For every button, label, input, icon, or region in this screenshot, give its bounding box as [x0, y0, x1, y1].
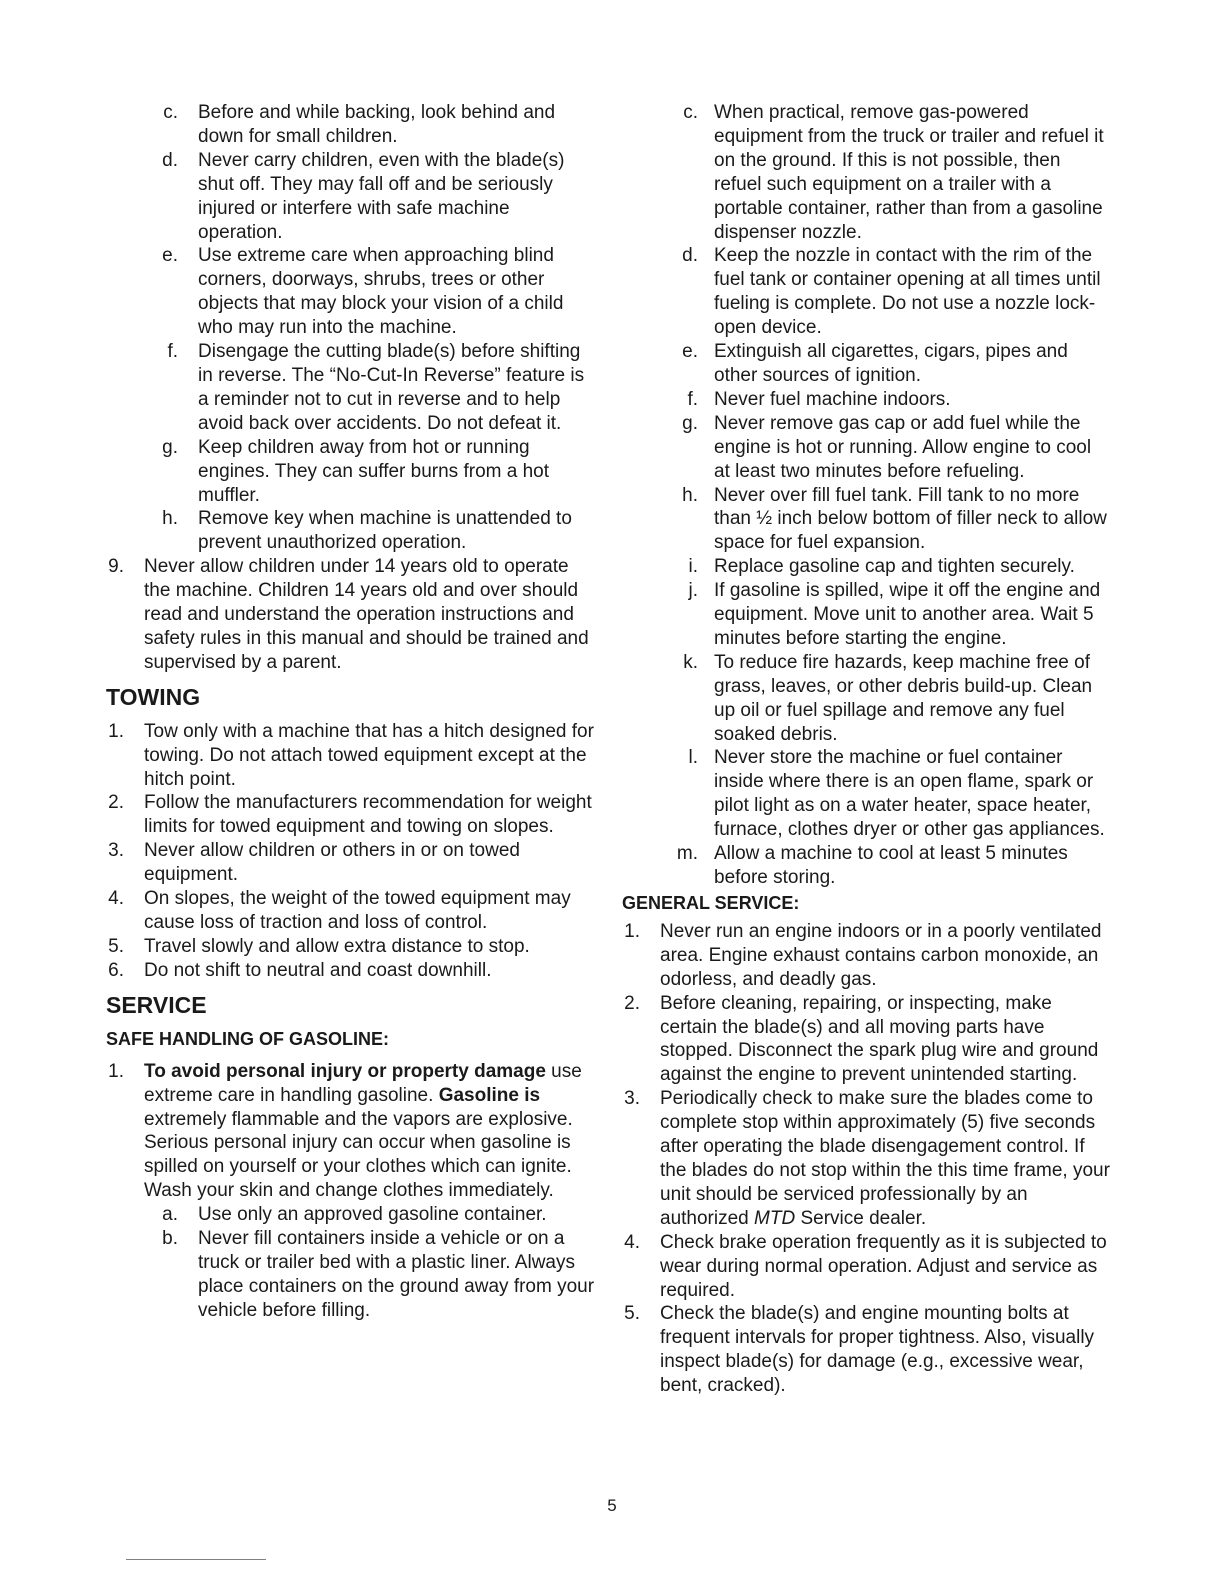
list-marker: 1.	[108, 720, 124, 742]
list-item	[106, 101, 596, 149]
list-item-text: Never over fill fuel tank. Fill tank to no more than ½ inch below bottom of filler neck to allow space for fuel expansion.	[714, 484, 1107, 554]
list-item-text: On slopes, the weight of the towed equipment may cause loss of traction and loss of control.	[144, 888, 571, 933]
list-item	[622, 651, 1112, 747]
bold-warning: Gasoline is	[438, 1084, 541, 1106]
list-marker: 4.	[108, 888, 124, 910]
gasoline-heading: SAFE HANDLING OF GASOLINE:	[106, 1028, 389, 1049]
list-marker: e.	[162, 245, 178, 267]
list-item	[106, 555, 596, 675]
list-item	[106, 1203, 596, 1227]
list-item	[106, 1060, 596, 1203]
list-marker: f.	[167, 341, 178, 363]
list-item-text: When practical, remove gas-powered equipment from the truck or trailer and refuel it on the ground. If this is not possible, then refuel such equipment on a trailer with a portable container, rather than from a gasoline dispenser nozzle.	[714, 102, 1104, 243]
list-item-text: extremely flammable and the vapors are explosive. Serious personal injury can occur when gasoline is spilled on yourself or your clothes which can ignite. Wash your skin and change clothes immediately.	[144, 1108, 573, 1202]
list-item-text: Never run an engine indoors or in a poorly ventilated area. Engine exhaust contains carbon monoxide, an odorless, and deadly gas.	[660, 920, 1102, 990]
right-column	[622, 101, 1112, 1398]
list-marker: k.	[683, 651, 698, 673]
list-marker: d.	[682, 245, 698, 267]
list-marker: 9.	[108, 556, 124, 578]
list-item	[622, 101, 1112, 244]
list-marker: 3.	[624, 1088, 640, 1110]
list-item-text: Follow the manufacturers recommendation for weight limits for towed equipment and towing on slopes.	[144, 792, 592, 838]
list-marker: b.	[162, 1228, 178, 1250]
list-item-text: If gasoline is spilled, wipe it off the engine and equipment. Move unit to another area. Wait 5 minutes before starting the engine.	[714, 580, 1101, 649]
service-heading: SERVICE	[106, 991, 207, 1018]
list-item	[622, 388, 1112, 412]
list-marker: i.	[688, 556, 698, 578]
list-item-text: Extinguish all cigarettes, cigars, pipes and other sources of ignition.	[714, 341, 1068, 386]
list-item	[622, 1231, 1112, 1303]
list-item-text: Use only an approved gasoline container.	[198, 1204, 547, 1226]
page-number: 5	[607, 1496, 617, 1515]
list-marker: 2.	[108, 792, 124, 814]
list-item	[622, 1087, 1112, 1230]
list-item	[106, 1227, 596, 1323]
list-item-text: To reduce fire hazards, keep machine free of grass, leaves, or other debris build-up. Clean up oil or fuel spillage and remove any fuel soaked debris.	[714, 651, 1093, 745]
list-item-text: Service dealer.	[795, 1207, 927, 1229]
list-item-text: Never fuel machine indoors.	[714, 388, 951, 410]
list-item-text: Never remove gas cap or add fuel while the engine is hot or running. Allow engine to cool at least two minutes before refueling.	[714, 412, 1092, 482]
list-item-text: use extreme care in handling gasoline.	[144, 1060, 582, 1106]
list-item-text: Never allow children under 14 years old to operate the machine. Children 14 years old and over should read and understand the operation instructions and safety rules in this manual and should be trained and supervised by a parent.	[144, 556, 589, 673]
list-item	[622, 484, 1112, 556]
list-marker: e.	[682, 341, 698, 363]
list-item-text: Keep the nozzle in contact with the rim of the fuel tank or container opening at all times until fueling is complete. Do not use a nozzle lock-open device.	[714, 245, 1101, 339]
list-item	[622, 920, 1112, 992]
list-item	[622, 842, 1112, 890]
list-marker: g.	[162, 436, 178, 458]
list-item-text: Disengage the cutting blade(s) before shifting in reverse. The “No-Cut-In Reverse” feature is a reminder not to cut in reverse and to help avoid back over accidents. Do not defeat it.	[198, 341, 585, 434]
list-marker: c.	[683, 102, 698, 123]
list-item	[622, 746, 1112, 842]
bold-warning: To avoid personal injury or property damage	[144, 1060, 546, 1082]
list-item-text: Tow only with a machine that has a hitch designed for towing. Do not attach towed equipment except at the hitch point.	[144, 720, 594, 790]
list-item	[106, 887, 596, 935]
list-item-text: Before and while backing, look behind and down for small children.	[198, 102, 556, 147]
list-item	[622, 579, 1112, 651]
list-marker: f.	[687, 388, 698, 410]
list-marker: j.	[688, 580, 698, 602]
list-marker: 3.	[108, 840, 124, 862]
list-marker: 5.	[108, 935, 124, 957]
list-item	[106, 507, 596, 555]
list-item-text: Allow a machine to cool at least 5 minutes before storing.	[714, 843, 1068, 888]
left-column	[106, 101, 596, 1323]
list-item-text: Never allow children or others in or on towed equipment.	[144, 840, 520, 886]
list-marker: 5.	[624, 1303, 640, 1325]
list-item	[106, 244, 596, 340]
list-marker: h.	[682, 484, 698, 506]
brand-name: MTD	[754, 1207, 796, 1229]
list-item-text: Replace gasoline cap and tighten securely.	[714, 556, 1075, 578]
list-item-text: Check brake operation frequently as it is subjected to wear during normal operation. Adjust and service as required.	[660, 1231, 1107, 1301]
list-item	[106, 149, 596, 245]
footer-divider	[126, 1559, 266, 1560]
list-marker: 1.	[624, 920, 640, 942]
list-item-text: Before cleaning, repairing, or inspecting, make certain the blade(s) and all moving parts have stopped. Disconnect the spark plug wire and ground against the engine to prevent unintended starting.	[660, 992, 1099, 1086]
list-marker: c.	[163, 102, 178, 123]
list-marker: g.	[682, 412, 698, 434]
list-item	[106, 791, 596, 839]
list-item	[622, 1302, 1112, 1398]
list-marker: 1.	[108, 1060, 124, 1082]
list-marker: 2.	[624, 992, 640, 1014]
list-item	[106, 935, 596, 959]
list-item-text: Never fill containers inside a vehicle or on a truck or trailer bed with a plastic liner. Always place containers on the ground away from your vehicle before filling.	[198, 1228, 595, 1321]
list-marker: l.	[688, 747, 698, 769]
list-item	[106, 436, 596, 508]
list-item	[106, 839, 596, 887]
list-item-text: Periodically check to make sure the blades come to complete stop within approximately (5) five seconds after operating the blade disengagement control. If the blades do not stop within the this time frame, your unit should be serviced professionally by an authorized	[660, 1088, 1110, 1229]
list-item-text: Never carry children, even with the blade(s) shut off. They may fall off and be seriously injured or interfere with safe machine operation.	[198, 149, 565, 243]
list-marker: d.	[162, 149, 178, 171]
list-item-text: Remove key when machine is unattended to prevent unauthorized operation.	[198, 508, 572, 554]
list-marker: 4.	[624, 1231, 640, 1253]
list-item	[106, 959, 596, 983]
list-item	[622, 244, 1112, 340]
list-item-text: Do not shift to neutral and coast downhill.	[144, 959, 492, 981]
list-item-text: Check the blade(s) and engine mounting bolts at frequent intervals for proper tightness. Also, visually inspect blade(s) for damage (e.g., excessive wear, bent, cracked).	[660, 1303, 1095, 1397]
list-item-text: Keep children away from hot or running engines. They can suffer burns from a hot muffler.	[198, 436, 549, 506]
towing-heading: TOWING	[106, 683, 201, 710]
list-item	[622, 340, 1112, 388]
list-item-text: Travel slowly and allow extra distance to stop.	[144, 935, 530, 957]
list-item	[106, 340, 596, 436]
list-marker: m.	[676, 843, 698, 865]
list-item	[106, 720, 596, 792]
general-service-heading: GENERAL SERVICE:	[622, 892, 800, 913]
list-item	[622, 412, 1112, 484]
list-marker: a.	[162, 1204, 178, 1226]
list-item	[622, 555, 1112, 579]
list-item-text: Never store the machine or fuel container inside where there is an open flame, spark or pilot light as on a water heater, space heater, furnace, clothes dryer or other gas appliances.	[714, 747, 1105, 841]
list-marker: 6.	[108, 959, 124, 981]
list-item-text: Use extreme care when approaching blind corners, doorways, shrubs, trees or other objects that may block your vision of a child who may run into the machine.	[198, 245, 564, 339]
list-item	[622, 992, 1112, 1088]
list-marker: h.	[162, 508, 178, 530]
